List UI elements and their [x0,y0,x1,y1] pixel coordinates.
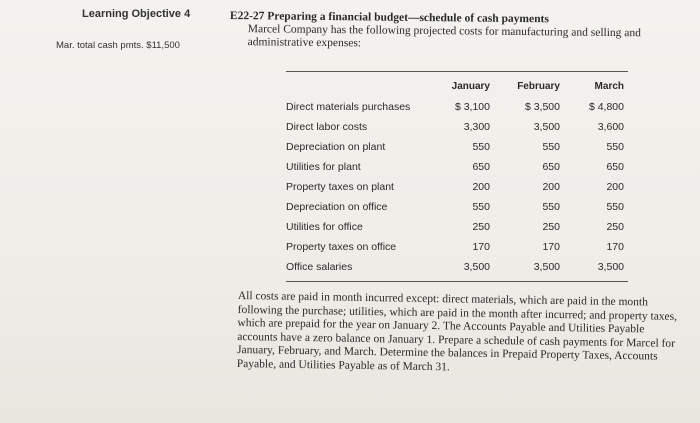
cell-february: 200 [542,181,560,193]
problem-instructions: All costs are paid in month incurred except: direct materials, which are paid in the month following the purchase; utilities, which are paid in the month after incurred; and property taxes, which are prepaid for the year on January 2. The Accounts Payable and Utilities Payable accounts have a zero balance on January 1. Prepare a schedule of cash payments for Marcel for January, February, and March. Determine the balances in Prepaid Property Taxes, Accounts Payable, and Utilities Payable as of March 31. [236,290,678,373]
cell-february: 550 [542,201,560,213]
cell-january: 550 [472,201,490,213]
header-january: January [451,80,490,92]
cell-january: $ 3,100 [454,101,490,113]
row-label: Property taxes on plant [286,181,394,193]
table-row [286,97,624,117]
cell-march: 550 [606,141,624,153]
row-label: Direct materials purchases [286,101,411,113]
table-row [286,237,624,257]
cell-february: 3,500 [533,121,560,133]
cell-february: 650 [542,161,560,173]
cell-march: 200 [606,181,624,193]
cell-february: $ 3,500 [524,101,560,113]
problem-title: Preparing a financial budget—schedule of cash payments [267,10,549,26]
cell-march: 650 [606,161,624,173]
problem-intro: Marcel Company has the following projected costs for manufacturing and selling and administrative expenses: [247,23,641,50]
cell-january: 200 [472,181,490,193]
header-march: March [594,80,624,92]
cell-march: 550 [606,201,624,213]
cell-march: 3,500 [597,261,624,273]
table-row [286,117,624,137]
margin-answer-note: Mar. total cash pmts. $11,500 [56,40,180,51]
problem-header [230,10,690,54]
row-label: Depreciation on office [286,201,388,213]
row-label: Depreciation on plant [286,141,386,153]
table-row [286,157,624,177]
projected-costs-table [286,79,624,277]
cell-january: 170 [472,241,490,253]
row-label: Utilities for plant [286,161,361,173]
cell-january: 650 [472,161,490,173]
cell-march: 3,600 [597,121,624,133]
table-row [286,197,624,217]
row-label: Utilities for office [286,221,363,233]
table-header-row [286,79,624,97]
problem-code: E22-27 [229,10,265,23]
table-row [286,217,624,237]
table-bottom-rule [286,281,628,282]
cell-february: 170 [542,241,560,253]
cell-january: 3,300 [463,121,490,133]
table-row [286,137,624,157]
cell-february: 3,500 [533,261,560,273]
table-top-rule [286,71,628,72]
row-label: Property taxes on office [286,241,397,253]
cell-january: 250 [472,221,490,233]
cell-january: 3,500 [463,261,490,273]
table-row [286,257,624,277]
cell-february: 250 [542,221,560,233]
table-row [286,177,624,197]
cell-january: 550 [472,141,490,153]
cell-march: 170 [606,241,624,253]
cell-march: 250 [606,221,624,233]
header-february: February [517,80,560,92]
cell-february: 550 [542,141,560,153]
row-label: Office salaries [286,261,353,273]
row-label: Direct labor costs [286,121,368,133]
cell-march: $ 4,800 [588,101,624,113]
header-blank [286,79,434,97]
learning-objective-label: Learning Objective 4 [82,8,191,20]
